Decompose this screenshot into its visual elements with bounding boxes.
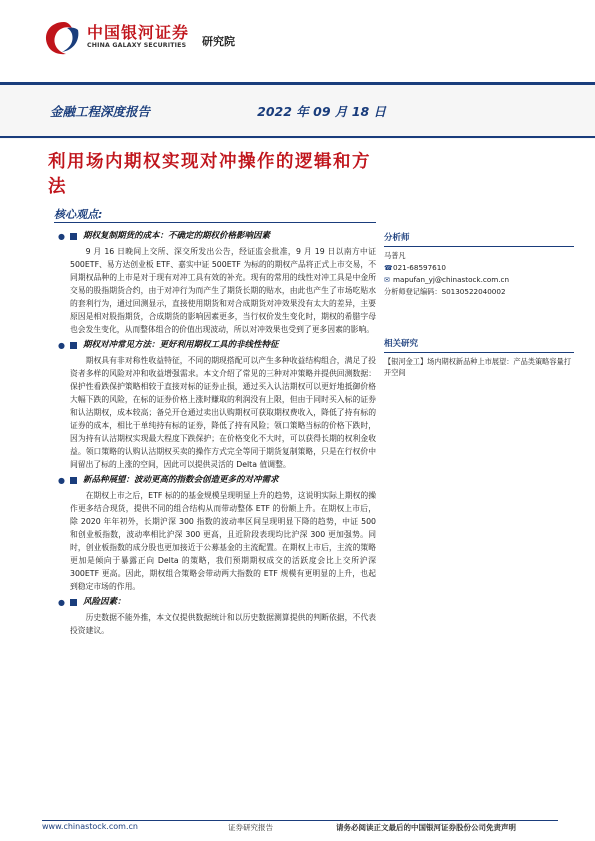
related-divider: [384, 352, 574, 353]
company-name-en: CHINA GALAXY SECURITIES: [87, 42, 187, 49]
footer-divider: [42, 820, 558, 821]
square-bullet-icon: [70, 233, 77, 240]
report-type: 金融工程深度报告: [50, 104, 151, 119]
analyst-divider: [384, 246, 574, 247]
analyst-reg-label: 分析师登记编码：: [384, 287, 442, 296]
company-name-cn: 中国银河证券: [87, 23, 190, 42]
analyst-phone: 021-68597610: [393, 263, 446, 272]
core-view-block: [58, 596, 376, 637]
footer-report-type: 证券研究报告: [228, 823, 273, 832]
band-divider: [0, 136, 595, 138]
related-research-heading: 相关研究: [384, 339, 419, 349]
block-body: 在期权上市之后，ETF 标的的基金规模呈现明显上升的趋势，这说明实际上期权的操作更多结合现货，提供不同的组合结构从而带动整体 ETF 的份额上升。在期权上市后，除 2020 年年初外，长期沪深 300 指数的波动率区间呈现明显下降的趋势，中证 500 和创业板指数，波动率相比沪深 300 更高，且近阶段表现均比沪深 300 更加强势。同时，创业板指数的成分股也更加接近于公募基金的主流配置。在期权上市后，主流的策略更加是倾向于暴露正向 Delta 的策略，我们预期期权成交的活跃度会比上交所沪深 300ETF 更高。因此，期权组合策略会带动两大指数的 ETF 规模有更明显的上升，也起到稳定市场的作用。: [70, 491, 376, 591]
bullet-icon: ●: [58, 476, 65, 485]
related-research-link[interactable]: 【银河金工】场内期权新品种上市展望：产品类策略容量打开空间: [384, 357, 571, 377]
galaxy-logo-icon: [42, 20, 82, 56]
phone-icon: ☎: [384, 264, 393, 272]
analyst-phone-row: [384, 262, 574, 274]
institute-label: 研究院: [202, 35, 235, 48]
analyst-reg-code: S0130522040002: [441, 287, 506, 296]
core-views-heading: 核心观点:: [54, 208, 103, 221]
block-body: 期权具有非对称性收益特征，不同的期现搭配可以产生多种收益结构组合，满足了投资者多样的风险对冲和收益增强需求。本文介绍了常见的三种对冲策略并提供回测数据：保护性看跌保护策略相较于直接对标的证券止损，通过买入认沽期权可以更好地抵御价格大幅下跌的风险，在标的证券价格上涨时赚取的利润没有上限，但由于同时买入标的证券和认沽期权，成本较高；备兑开仓通过卖出认购期权可获取期权费收入，降低了持有标的证券的成本，相比于单纯持有标的证券，降低了持有风险；领口策略当标的价格下跌时，因为持有认沽期权实现最大程度下跌保护；在价格变化不大时，可以获得长期的权利金收益。领口策略的认购认沽期权买卖的操作方式完全等同于期货复制策略，只是在行权价中间留出了标的上涨的空间，因此可以提供灵活的 Delta 值调整。: [70, 356, 376, 469]
analyst-heading: 分析师: [384, 233, 410, 243]
footer-url[interactable]: www.chinastock.com.cn: [42, 822, 138, 831]
main-column: [58, 230, 376, 640]
core-view-block: [58, 339, 376, 471]
email-icon: ✉: [384, 276, 390, 284]
square-bullet-icon: [70, 342, 77, 349]
footer-disclaimer: 请务必阅读正文最后的中国银河证券股份公司免责声明: [336, 823, 516, 832]
report-title: 利用场内期权实现对冲操作的逻辑和方法: [48, 152, 371, 197]
core-view-block: [58, 474, 376, 593]
analyst-reg-row: [384, 286, 574, 298]
analyst-name: 马普凡: [384, 251, 406, 260]
bullet-icon: ●: [58, 341, 65, 350]
block-heading: 期权复制期货的成本：不确定的期权价格影响因素: [83, 231, 271, 241]
square-bullet-icon: [70, 599, 77, 606]
block-heading: 期权对冲常见方法：更好利用期权工具的非线性特征: [83, 340, 279, 350]
analyst-email-row: [384, 274, 574, 286]
report-date: 2022 年 09 月 18 日: [257, 104, 386, 119]
core-view-block: [58, 230, 376, 336]
bullet-icon: ●: [58, 598, 65, 607]
block-heading: 新品种展望：波动更高的指数会创造更多的对冲需求: [83, 475, 279, 485]
block-heading: 风险因素：: [83, 597, 126, 607]
square-bullet-icon: [70, 477, 77, 484]
sidebar: [384, 232, 574, 378]
analyst-email[interactable]: mapufan_yj@chinastock.com.cn: [393, 275, 510, 284]
bullet-icon: ●: [58, 232, 65, 241]
block-body: 9 月 16 日晚间上交所、深交所发出公告，经证监会批准，9 月 19 日以南方中证 500ETF、易方达创业板 ETF、嘉实中证 500ETF 为标的的期权产品将正式上市交易，不同期权品种的上市是对于现有对冲工具有效的补充。现有的常用的线性对冲工具是中金所交易的股指期货合约，由于对冲行为而产生了期货长期的贴水，由此也产生了市场吃贴水的套利行为，通过回测显示，直接使用期货和对合成期货对冲效果没有太大的差异，主要原因是相对股指期货，合成期货的影响因素更多，当行权价发生变化时，期权的希腊字母也会发生变化，从而整体组合的价值出现波动，所以对冲效果也受到了更多因素的影响。: [70, 247, 376, 334]
core-views-divider: [54, 222, 376, 223]
block-body: 历史数据不能外推，本文仅提供数据统计和以历史数据测算提供的判断依据，不代表投资建议。: [70, 613, 376, 635]
